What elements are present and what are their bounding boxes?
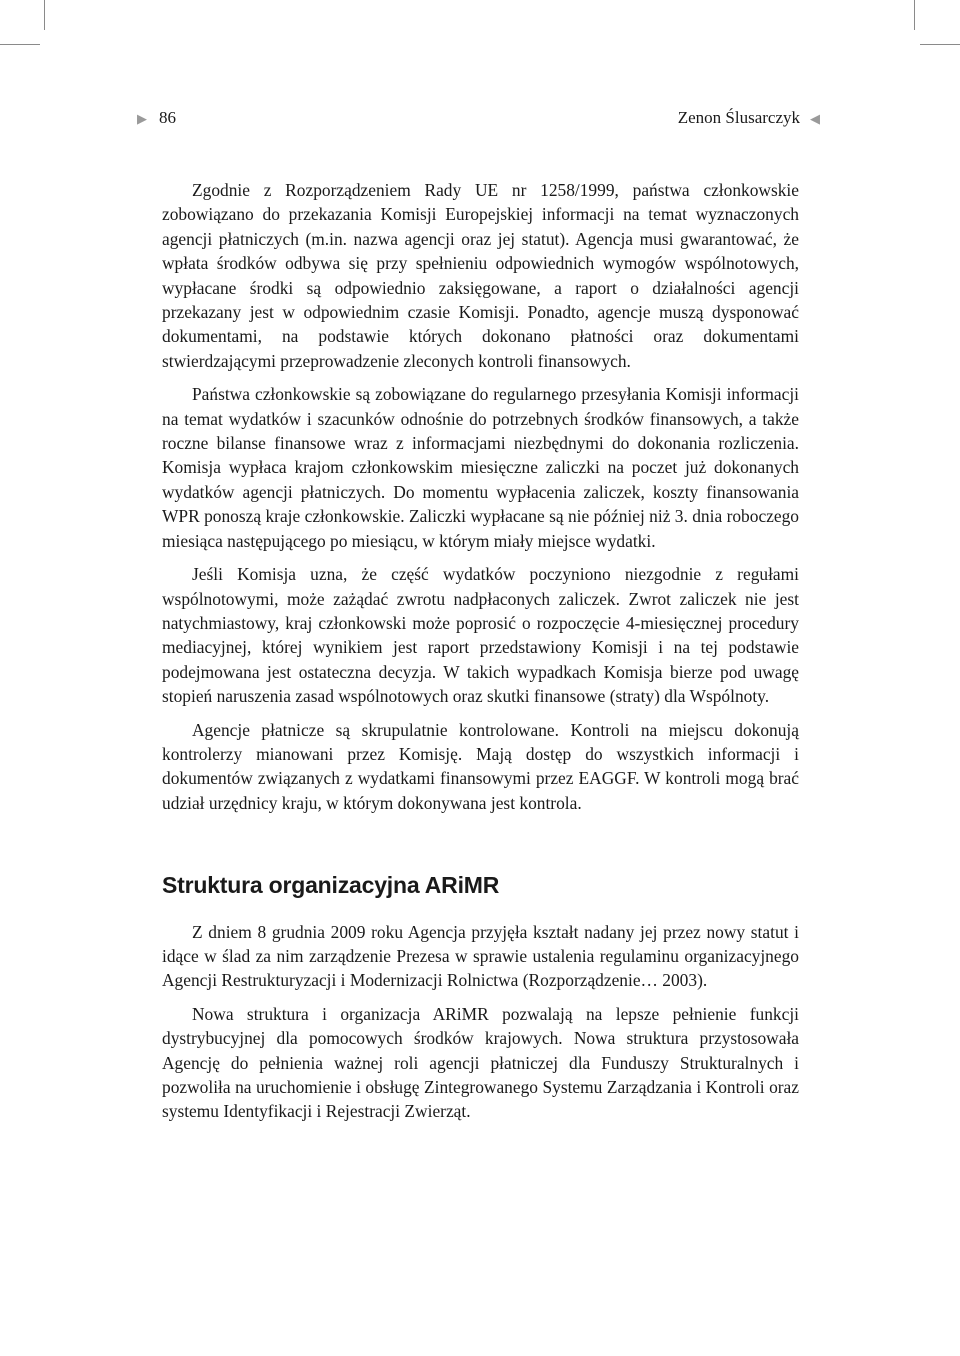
- running-header: [137, 108, 820, 132]
- header-right: [678, 108, 820, 128]
- crop-mark-right: [920, 44, 960, 45]
- paragraph: Zgodnie z Rozporządzeniem Rady UE nr 1258/1999, państwa członkowskie zobowiązano do przekazania Komisji Europejskiej informacji na temat wyznaczonych agencji płatniczych (m.in. nazwa agencji oraz jej statut). Agencja musi gwarantować, że wpłata środków odbywa się przy spełnieniu odpowiednich wymogów wspólnotowych, wypłacane środki są odpowiednio zaksięgowane, a raport o działalności agencji przekazany jest w odpowiednim czasie Komisji. Ponadto, agencje muszą dysponować dokumentami, na podstawie których dokonano płatności oraz dokumentami stwierdzającymi przeprowadzenie zleconych kontroli finansowych.: [162, 180, 799, 371]
- crop-mark-top-left: [44, 0, 45, 30]
- body-text: [162, 178, 799, 1133]
- paragraph: Z dniem 8 grudnia 2009 roku Agencja przyjęła kształt nadany jej przez nowy statut i idące w ślad za nim zarządzenie Prezesa w sprawie ustalenia regulaminu organizacyjnego Agencji Restrukturyzacji i Modernizacji Rolnictwa (Rozporządzenie… 2003).: [162, 921, 799, 991]
- section-heading: Struktura organizacyjna ARiMR: [162, 872, 500, 899]
- crop-mark-left: [0, 44, 40, 45]
- author-name: Zenon Ślusarczyk: [677, 108, 800, 127]
- paragraph: Jeśli Komisja uzna, że część wydatków poczyniono niezgodnie z regułami wspólnotowymi, może zażądać zwrotu nadpłaconych zaliczek. Zwrot zaliczek nie jest natychmiastowy, kraj członkowski może poprosić o rozpoczęcie 4-miesięcznej procedury mediacyjnej, której wynikiem jest raport przedstawiony Komisji i na tej podstawie podejmowana jest ostateczna decyzja. W takich wypadkach Komisja bierze pod uwagę stopień naruszenia zasad wspólnotowych oraz skutki finansowe (straty) dla Wspólnoty.: [162, 564, 799, 707]
- page-number: 86: [159, 108, 176, 127]
- paragraph: Agencje płatnicze są skrupulatnie kontrolowane. Kontroli na miejscu dokonują kontrolerzy mianowani przez Komisję. Mają dostęp do wszystkich informacji i dokumentów związanych z wydatkami finansowymi przez EAGGF. W kontroli mogą brać udział urzędnicy kraju, w którym dokonywana jest kontrola.: [162, 719, 799, 813]
- triangle-left-icon: ◀: [810, 110, 820, 126]
- crop-mark-top-right: [914, 0, 915, 30]
- paragraph: Nowa struktura i organizacja ARiMR pozwalają na lepsze pełnienie funkcji dystrybucyjnej dla pomocowych środków krajowych. Nowa struktura przystosowała Agencję do pełnienia ważnej roli agencji płatniczej dla Funduszy Strukturalnych i pozwoliła na uruchomienie i obsługę Zintegrowanego Systemu Zarządzania i Kontroli oraz systemu Identyfikacji i Rejestracji Zwierząt.: [162, 1003, 799, 1122]
- paragraph: Państwa członkowskie są zobowiązane do regularnego przesyłania Komisji informacji na temat wydatków i szacunków odnośnie do potrzebnych środków finansowych, a także roczne bilanse finansowe wraz z informacjami niezbędnymi do dokonania rozliczenia. Komisja wypłaca krajom członkowskim miesięczne zaliczki na poczet już dokonanych wydatków agencji płatniczych. Do momentu wypłacenia zaliczek, koszty finansowania WPR ponoszą kraje członkowskie. Zaliczki wypłacane są nie później niż 3. dnia roboczego miesiąca następującego po miesiącu, w którym miały miejsce wydatki.: [162, 384, 799, 551]
- header-left: [137, 108, 176, 128]
- triangle-right-icon: ▶: [137, 110, 147, 126]
